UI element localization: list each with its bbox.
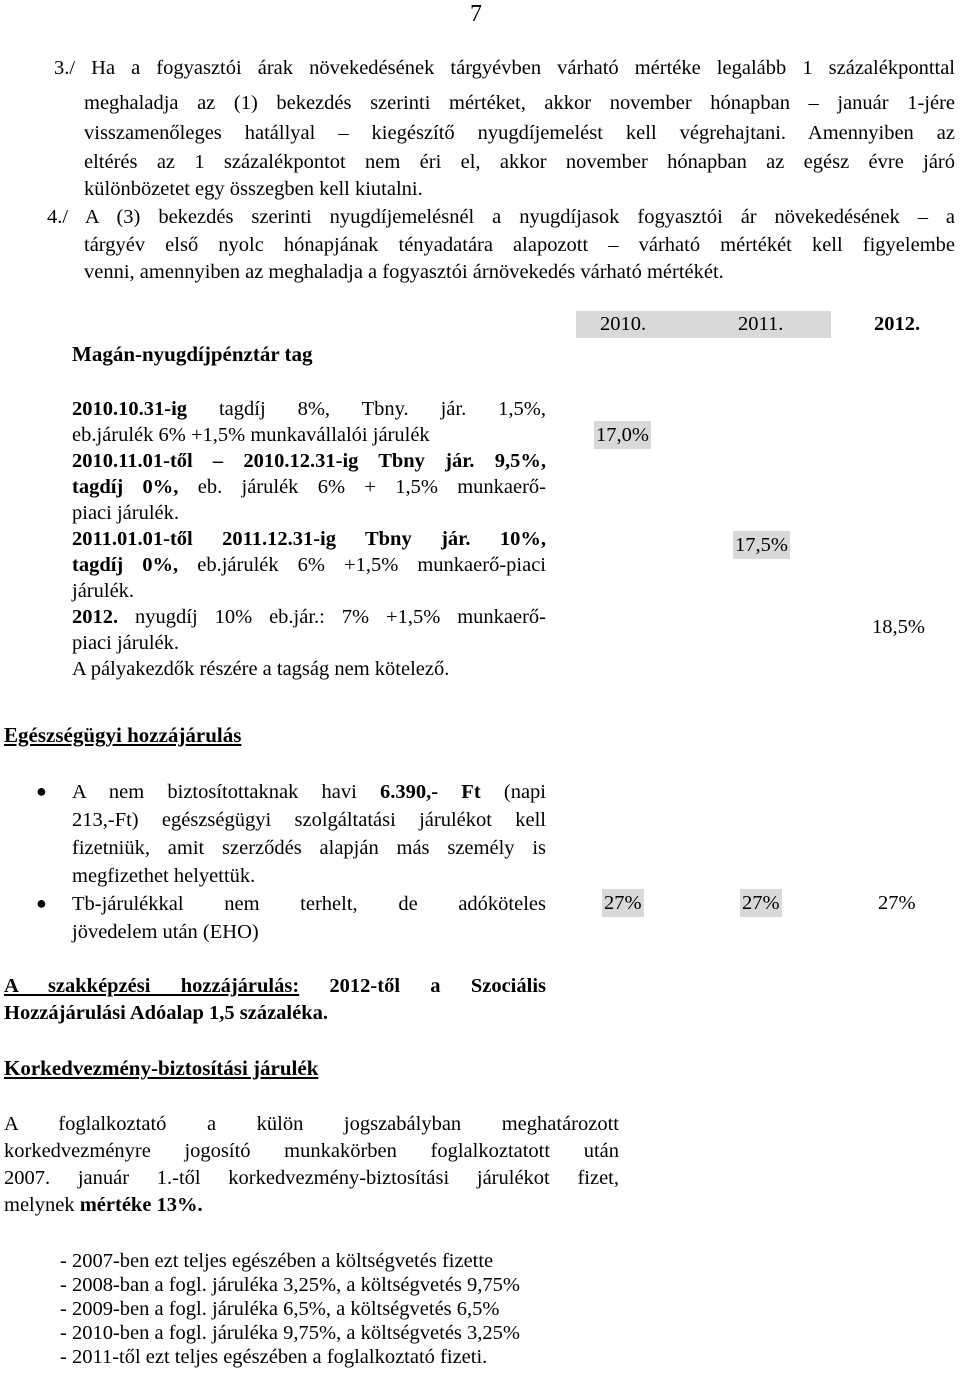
magan-line: eb.járulék 6% +1,5% munkavállalói járulék (72, 424, 430, 446)
eho-rate-2012: 27% (878, 892, 916, 914)
bullet-icon: ● (36, 893, 47, 913)
page-number: 7 (470, 1, 482, 27)
magan-rate-2012: 18,5% (872, 616, 925, 638)
list-item: - 2008-ban a fogl. járuléka 3,25%, a költségvetés 9,75% (60, 1274, 520, 1296)
magan-rate-2010: 17,0% (594, 421, 651, 449)
para4-line: tárgyév első nyolc hónapjának tényadatára alapozott – várható mértékét kell figyelembe (84, 234, 955, 256)
magan-line: piaci járulék. (72, 502, 180, 524)
list-item: - 2009-ben a fogl. járuléka 6,5%, a költségvetés 6,5% (60, 1298, 500, 1320)
szakkepzesi-title: A szakképzési hozzájárulás: (4, 975, 300, 997)
para3-line: különbözetet egy összegben kell kiutalni. (84, 178, 423, 200)
magan-line: járulék. (72, 580, 135, 602)
magan-line: 2012. nyugdíj 10% eb.jár.: 7% +1,5% munkaerő- (72, 606, 546, 628)
szakkepzesi-block: A szakképzési hozzájárulás: 2012-től a Szociális Hozzájárulási Adóalap 1,5 százaléka. (4, 975, 546, 1024)
eho-rate-2011: 27% (740, 889, 782, 917)
para3-line: meghaladja az (1) bekezdés szerinti mértéket, akkor november hónapban – január 1-jére (84, 92, 955, 114)
para4-line: venni, amennyiben az meghaladja a fogyasztói árnövekedés várható mértékét. (84, 261, 724, 283)
para4-line: 4./ A (3) bekezdés szerinti nyugdíjemelésnél a nyugdíjasok fogyasztói ár növekedésének – a (47, 206, 955, 228)
year-2012: 2012. (874, 313, 921, 335)
magan-line: 2010.10.31-ig tagdíj 8%, Tbny. jár. 1,5%, (72, 398, 546, 420)
korkedvezmeny-heading: Korkedvezmény-biztosítási járulék (4, 1056, 319, 1080)
list-item: - 2010-ben a fogl. járuléka 9,75%, a költségvetés 3,25% (60, 1322, 520, 1344)
magan-heading: Magán-nyugdíjpénztár tag (72, 342, 313, 366)
magan-line: 2010.11.01-től – 2010.12.31-ig Tbny jár. 9,5%, (72, 450, 546, 472)
egeszsegugyi-heading: Egészségügyi hozzájárulás (4, 723, 242, 747)
magan-line: piaci járulék. (72, 632, 180, 654)
magan-rate-2011: 17,5% (733, 531, 790, 559)
magan-text (72, 396, 546, 682)
para3-line: visszamenőleges hatállyal – kiegészítő nyugdíjemelést kell végrehajtani. Amennyiben az (84, 122, 955, 144)
year-2011: 2011. (738, 313, 784, 335)
year-2010: 2010. (600, 313, 647, 335)
magan-line: tagdíj 0%, eb. járulék 6% + 1,5% munkaerő- (72, 476, 547, 498)
egeszsegugyi-bullet-1: A nem biztosítottaknak havi 6.390,- Ft (napi 213,-Ft) egészségügyi szolgáltatási járulékot kell fizetniük, amit szerződés alapján más személy is megfizethet helyettük. (72, 781, 546, 887)
para3-line: eltérés az 1 százalékpontot nem éri el, akkor november hónapban az egész évre járó (84, 151, 955, 173)
list-item: - 2011-től ezt teljes egészében a foglalkoztató fizeti. (60, 1346, 488, 1368)
eho-rate-2010: 27% (602, 889, 644, 917)
magan-line: A pályakezdők részére a tagság nem kötelező. (72, 658, 450, 680)
magan-line: 2011.01.01-től 2011.12.31-ig Tbny jár. 10%, (72, 528, 546, 550)
egeszsegugyi-bullet-2: Tb-járulékkal nem terhelt, de adóköteles jövedelem után (EHO) (72, 893, 546, 943)
korkedvezmeny-list (60, 1248, 520, 1368)
magan-line: tagdíj 0%, eb.járulék 6% +1,5% munkaerő-piaci (72, 554, 547, 576)
korkedvezmeny-paragraph: A foglalkoztató a külön jogszabályban meghatározott korkedvezményre jogosító munkakörben foglalkoztatott után 2007. január 1.-től korkedvezmény-biztosítási járulékot fizet, melynek mértéke 13%. (4, 1113, 619, 1216)
list-item: - 2007-ben ezt teljes egészében a költségvetés fizette (60, 1250, 494, 1272)
bullet-icon: ● (36, 781, 47, 801)
para3-line: 3./ Ha a fogyasztói árak növekedésének tárgyévben várható mértéke legalább 1 százalékponttal (54, 57, 955, 79)
